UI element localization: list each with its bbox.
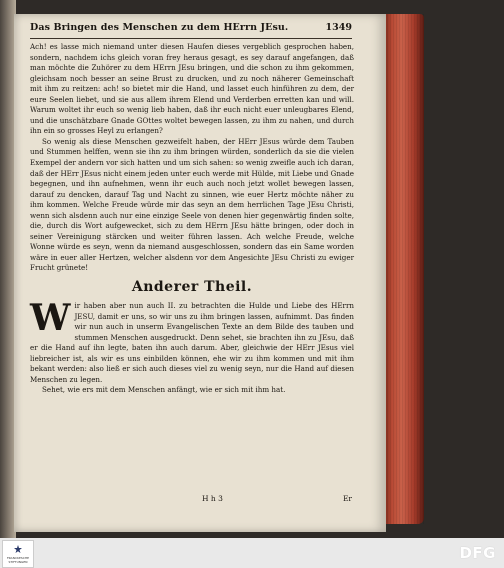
page-header — [30, 20, 352, 39]
fore-edge-lines — [384, 14, 424, 524]
running-title: Das Bringen des Menschen zu dem HErrn JEsu. — [30, 22, 289, 33]
paragraph-3-block — [30, 297, 354, 385]
page-footer — [30, 494, 352, 506]
page-number: 1349 — [325, 22, 352, 33]
catchword: Er — [342, 494, 352, 503]
paragraph-4: Sehet, wie ers mit dem Menschen anfängt, wie er sich mit ihm hat. — [42, 385, 286, 395]
paragraph-2: So wenig als diese Menschen gezweifelt haben, der HErr JEsus würde dem Tauben und Stummen helffen, wenn sie ihn zu ihm bringen würden, sonderlich da sie die vielen Exempel der andern vor sich hatten und um sich sahen: so wenig zweifle auch ich daran, daß der HErr JEsus nicht einem jeden unter euch werde mit Hülde, mit Liebe und Gnade begegnen, und ihn aufnehmen, wenn ihr euch auch noch jetzt wollet bewegen lassen, darauf zu dencken, darauf Tag und Nacht zu sinnen, wie euer Hertz möchte näher zu ihm kommen. Welche Freude würde mir das seyn an dem herrlichen Tage JEsu Christi, wenn sich alsdenn auch nur eine einzige Seele von denen hier gegenwärtig finden solte, die, durch dis Wort aufgewecket, sich zu dem HErrn JEsu hätte bringen, oder doch in seiner Vereinigung stärcken und weiter führen lassen. Ach welche Freude, welche Wonne würde es seyn, wenn da niemand ausgeschlossen, sondern das ein Same worden wäre in euer aller Hertzen, welcher alsdenn vor dem Angesichte JEsu Christi zu ewiger Frucht grünete! — [30, 136, 354, 273]
library-logo-text: FRANCKESCHE STIFTUNGEN — [6, 556, 30, 564]
library-logo[interactable] — [2, 540, 34, 568]
library-crest-icon — [12, 544, 24, 556]
dfg-logo[interactable]: DFG — [459, 544, 496, 562]
section-heading: Anderer Theil. — [131, 279, 253, 296]
viewer-bottom-bar — [0, 538, 504, 568]
book-fore-edge — [384, 14, 424, 524]
paragraph-1: Ach! es lasse mich niemand unter diesen Haufen dieses vergeblich gesprochen haben, sondern, nachdem ichs gleich voran frey heraus gesagt, es sey darauf angefangen, daß man möchte die Zuhörer zu dem HErrn JEsu bringen, und die schon zu ihm gekommen, gleichsam noch besser an seine Brust zu drucken, und zu noch näherer Gemeinschaft mit ihm zu reitzen: ach! so bietet mir die Hand, und lasset euch hinführen zu dem, der eure Seelen liebet, und sie aus allem ihrem Elend und Verderben erretten kan und will. Warum woltet ihr euch so wenig lieb haben, daß ihr euch nicht euer unleugbares Elend, und die unschätzbare Gnade GOttes woltet bewegen lassen, zu ihm zu nahen, und durch ihn ein so grosses Heyl zu erlangen? — [30, 42, 354, 136]
paragraph-3: ir haben aber nun auch II. zu betrachten die Hulde und Liebe des HErrn JESU, damit er uns, so wir uns zu ihm bringen lassen, aufnimmt. Das finden wir nun auch in unserm Evangelischen Texte an dem Bilde des tauben und stummen Menschen ausgedruckt. Denn sehet, sie brachten ihn zu JEsu, daß er die Hand auf ihn legte, baten ihn auch darum. Aber, gleichwie der HErr JEsus viel liebreicher ist, als wir es uns einbilden können, ehe wir zu ihm kommen und mit ihm bekant werden: also ließ er sich auch dieses viel zu wenig seyn, nur die Hand auf diesen Menschen zu legen. — [30, 301, 354, 384]
drop-cap: W — [30, 297, 71, 340]
book-page — [14, 14, 386, 532]
page-body — [30, 42, 354, 396]
signature-mark: H h 3 — [202, 494, 223, 503]
